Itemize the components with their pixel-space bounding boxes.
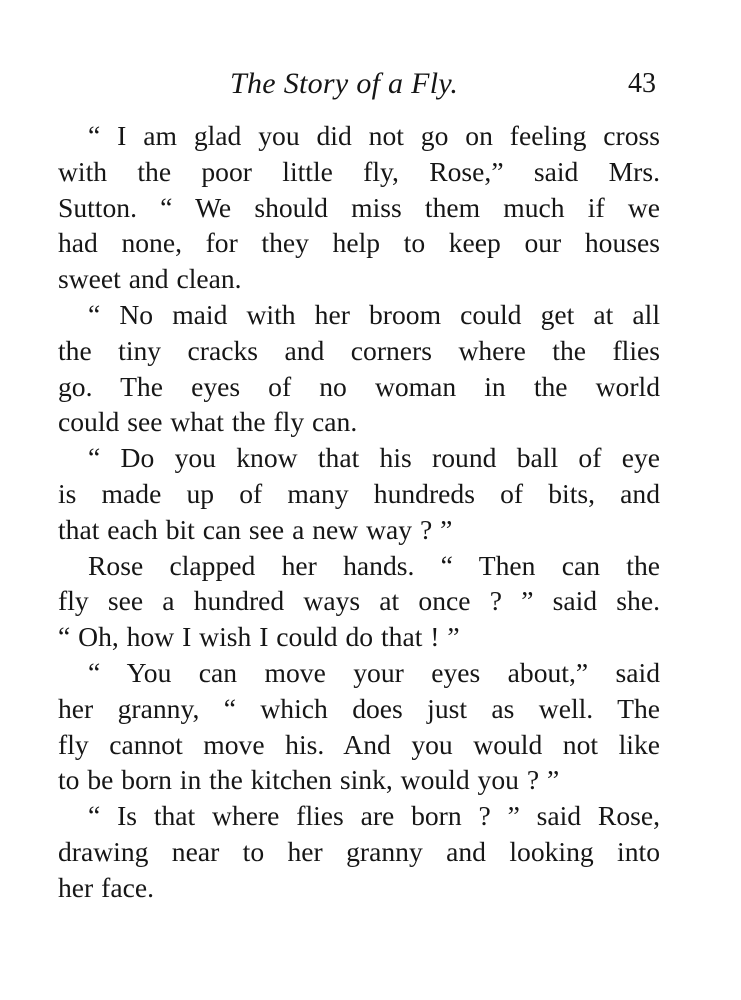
text-line: fly see a hundred ways at once ? ” said she.	[58, 585, 660, 617]
text-line: her granny, “ which does just as well. The	[58, 692, 660, 724]
text-line: “ No maid with her broom could get at all	[88, 298, 660, 330]
text-line: sweet and clean.	[58, 263, 242, 295]
text-line: Sutton. “ We should miss them much if we	[58, 191, 660, 223]
text-line: Rose clapped her hands. “ Then can the	[88, 549, 660, 581]
text-line: “ You can move your eyes about,” said	[88, 656, 660, 688]
text-line: with the poor little fly, Rose,” said Mrs.	[58, 155, 660, 187]
text-line: that each bit can see a new way ? ”	[58, 513, 453, 545]
text-line: fly cannot move his. And you would not like	[58, 728, 660, 760]
text-line: “ Is that where flies are born ? ” said Rose,	[88, 800, 660, 832]
page-number: 43	[628, 68, 656, 99]
text-line: go. The eyes of no woman in the world	[58, 370, 660, 402]
text-line: the tiny cracks and corners where the flies	[58, 334, 660, 366]
text-line: could see what the fly can.	[58, 406, 358, 438]
text-line: is made up of many hundreds of bits, and	[58, 477, 660, 509]
running-title: The Story of a Fly.	[230, 67, 459, 100]
text-line: “ I am glad you did not go on feeling cross	[88, 120, 660, 151]
body-text	[58, 118, 660, 906]
text-line: had none, for they help to keep our houses	[58, 227, 660, 259]
text-line: her face.	[58, 871, 154, 903]
text-line: “ Do you know that his round ball of eye	[88, 442, 660, 474]
text-line: to be born in the kitchen sink, would you ? ”	[58, 764, 560, 796]
running-head	[58, 64, 658, 104]
text-line: “ Oh, how I wish I could do that ! ”	[58, 621, 460, 653]
text-line: drawing near to her granny and looking into	[58, 835, 660, 867]
